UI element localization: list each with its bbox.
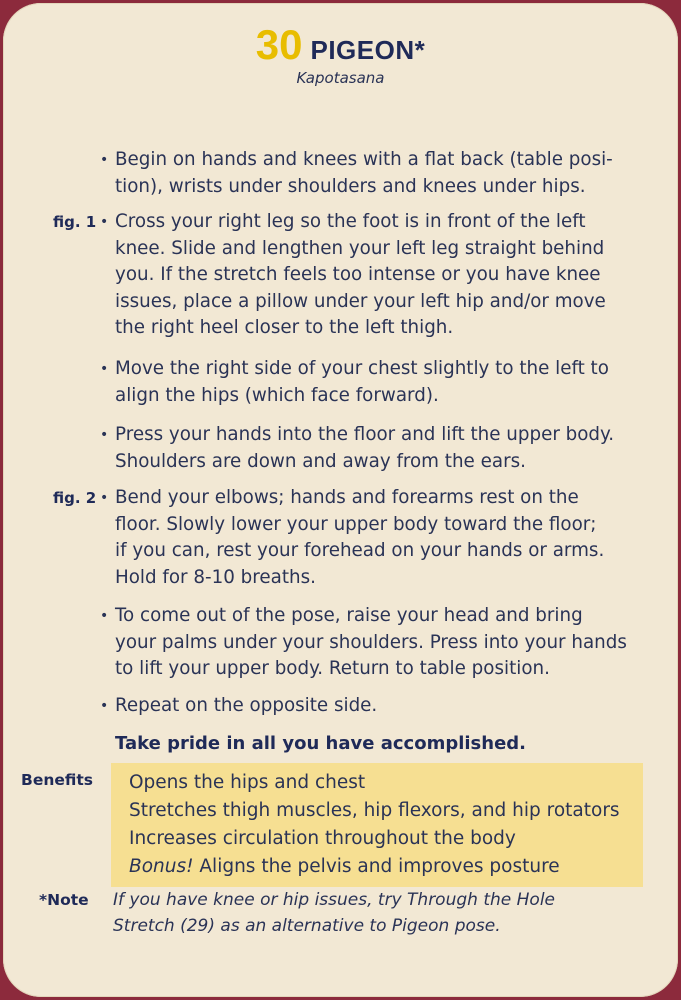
step-text: Press your hands into the floor and lift the upper body. Shoulders are down and away from the ears. xyxy=(115,424,615,472)
step-2 xyxy=(53,209,635,342)
benefit-item: Stretches thigh muscles, hip flexors, and hip rotators xyxy=(129,800,620,821)
bonus-text: Aligns the pelvis and improves posture xyxy=(193,856,560,877)
bullet-icon: • xyxy=(100,214,109,230)
bonus-prefix: Bonus! xyxy=(129,856,194,877)
pose-card xyxy=(3,3,678,997)
step-7 xyxy=(100,693,635,720)
step-text: Begin on hands and knees with a flat back (table posi- tion), wrists under shoulders and knees under hips. xyxy=(115,149,613,197)
step-4 xyxy=(100,422,635,475)
pose-title xyxy=(3,21,678,69)
step-5 xyxy=(53,485,635,591)
sanskrit-name: Kapotasana xyxy=(296,69,385,87)
note-label: *Note xyxy=(39,891,89,909)
step-text: Repeat on the opposite side. xyxy=(115,695,378,716)
step-text: Move the right side of your chest slightly to the left to align the hips (which face forward). xyxy=(115,358,609,406)
step-1 xyxy=(100,147,635,200)
benefit-item: Increases circulation throughout the body xyxy=(129,828,516,849)
pose-number: 30 xyxy=(255,21,303,68)
step-text: To come out of the pose, raise your head and bring your palms under your shoulders. Press into your hands to lift your upper body. Return to table position. xyxy=(115,605,627,679)
benefits-box xyxy=(111,763,643,887)
closing-line: Take pride in all you have accomplished. xyxy=(115,733,527,754)
benefit-bonus xyxy=(129,853,643,881)
bullet-icon: • xyxy=(100,698,109,714)
bullet-icon: • xyxy=(100,152,109,168)
step-3 xyxy=(100,356,635,409)
step-text: Cross your right leg so the foot is in front of the left knee. Slide and lengthen your left leg straight behind you. If the stretch feels too intense or you have knee issues, place a pillow under your left hip and/or move the right heel closer to the left thigh. xyxy=(115,211,606,338)
pose-name: PIGEON* xyxy=(310,35,426,65)
bullet-icon: • xyxy=(100,427,109,443)
figure-label: fig. 2 xyxy=(53,489,97,507)
benefit-item: Opens the hips and chest xyxy=(129,772,366,793)
bullet-icon: • xyxy=(100,608,109,624)
benefits-label: Benefits xyxy=(21,771,93,789)
step-text: Bend your elbows; hands and forearms rest on the floor. Slowly lower your upper body toward the floor; if you can, rest your forehead on your hands or arms. Hold for 8-10 breaths. xyxy=(115,487,605,588)
note-text: If you have knee or hip issues, try Through the Hole Stretch (29) as an alternative to Pigeon pose. xyxy=(113,890,555,936)
bullet-icon: • xyxy=(100,490,109,506)
step-6 xyxy=(100,603,635,683)
bullet-icon: • xyxy=(100,361,109,377)
figure-label: fig. 1 xyxy=(53,213,97,231)
